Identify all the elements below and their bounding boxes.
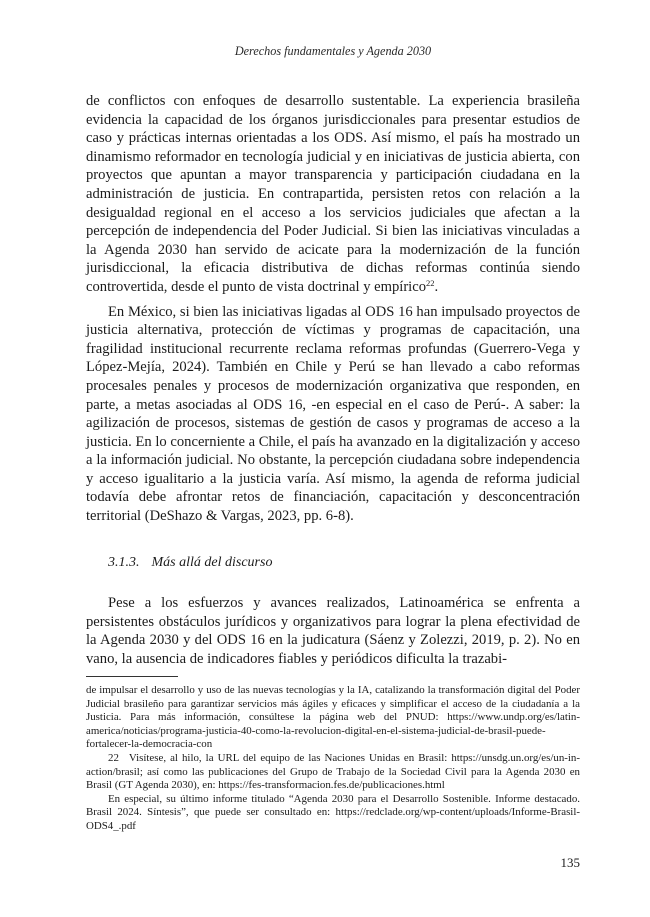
footnote-text: Visítese, al hilo, la URL del equipo de las Naciones Unidas en Brasil: https://unsdg.un.org/es/un-in-action/brasil; así como las publicaciones del Grupo de Trabajo de la Sociedad Civil para la Agenda 2030 en Brasil (GT Agenda 2030), en: https://fes-transformacion.fes.de/publicaciones.html [86,751,580,792]
paragraph-beyond-discourse: Pese a los esfuerzos y avances realizados, Latinoamérica se enfrenta a persistentes obstáculos jurídicos y organizativos para lograr la plena efectividad de la Agenda 2030 y del ODS 16 en la judicatura (Sáenz y Zolezzi, 2019, p. 2). No en vano, la ausencia de indicadores fiables y periódicos dificulta la trazabi- [86,595,580,668]
running-header: Derechos fundamentales y Agenda 2030 [234,44,432,58]
page-number: 135 [560,855,580,870]
paragraph-text: de conflictos con enfoques de desarrollo sustentable. La experiencia brasileña evidencia la capacidad de los órganos jurisdiccionales para presentar estudios de caso y prácticas internas orientadas a los ODS. Así mismo, el país ha mostrado un dinamismo reformador en tecnología judicial y en iniciativas de justicia abierta, con proyectos que apuntan a mayor transparencia y participación ciudadana en la administración de justicia. En contrapartida, persisten retos con relación a la desigualdad regional en el acceso a los servicios judiciales que afectan a la percepción de independencia del Poder Judicial. Si bien las iniciativas vinculadas a la Agenda 2030 han servido de acicate para la modernización de la función jurisdiccional, la eficacia distributiva de dichas reformas continúa siendo controvertida, desde el punto de vista doctrinal y empírico [86,93,580,295]
footnote-continued: de impulsar el desarrollo y uso de las nuevas tecnologías y la IA, catalizando la transformación digital del Poder Judicial brasileño para garantizar servicios más ágiles y eficaces y simplificar el acceso de la ciudadanía a la Justicia. Para más información, consúltese la página web del PNUD: https://www.undp.org/es/latin-america/noticias/programa-justicia-40-como-la-revolucion-digital-en-el-sistema-judicial-de-brasil-puede-fortalecer-la-democracia-con [86,684,580,751]
footnotes [86,676,580,834]
section-number: 3.1.3. [108,554,140,570]
paragraph-brazil [86,92,580,297]
footnote-22 [86,752,580,793]
paragraph-mexico: En México, si bien las iniciativas ligadas al ODS 16 han impulsado proyectos de justicia alternativa, protección de víctimas y programas de capacitación, una fragilidad institucional recurrente reclama reformas profundas (Guerrero-Vega y López-Mejía, 2024). También en Chile y Perú se han llevado a cabo reformas procesales penales y procesos de modernización organizativa que responden, en parte, a metas asociadas al ODS 16, -en especial en el caso de Perú-. A saber: la agilización de procesos, sistemas de gestión de casos y programas de acceso a la justicia. En lo concerniente a Chile, el país ha avanzado en la digitalización y acceso a la información judicial. No obstante, la percepción ciudadana sobre independencia y acceso igualitario a la justicia varía. Así mismo, la agenda de reforma judicial todavía debe afrontar retos de financiación, capacitación y desconcentración territorial (DeShazo & Vargas, 2023, pp. 6-8). [86,303,580,525]
section-title: Más allá del discurso [151,554,273,570]
footnote-number: 22 [108,751,119,764]
footnote-22-extra: En especial, su último informe titulado “Agenda 2030 para el Desarrollo Sostenible. Informe destacado. Brasil 2024. Síntesis”, que puede ser consultado en: https://redclade.org/wp-content/uploads/Informe-Brasil-ODS4_.pdf [86,792,580,832]
section-heading [108,554,580,573]
footnote-divider [86,676,178,677]
paragraph-end: . [434,278,439,295]
main-text [86,92,580,675]
footnote-reference[interactable]: 22 [426,277,435,288]
